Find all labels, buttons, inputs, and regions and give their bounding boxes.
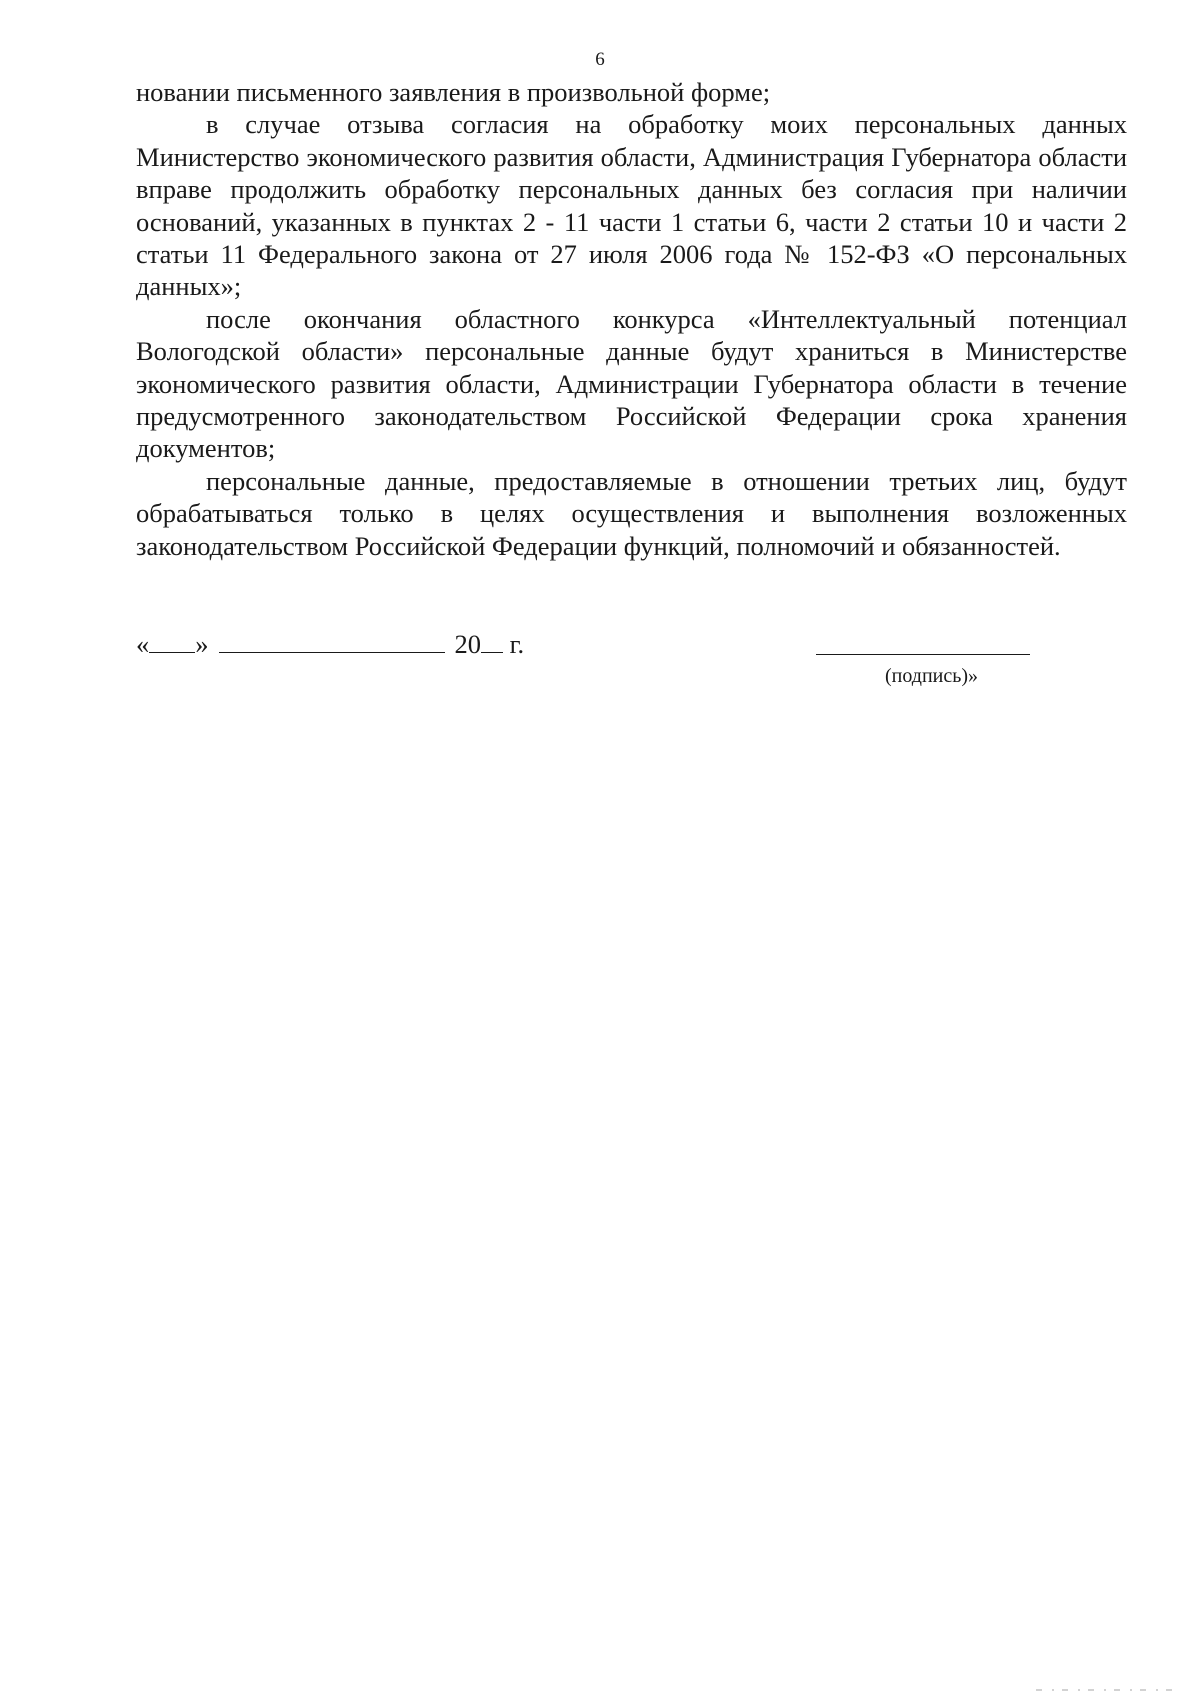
paragraph-data-storage: после окончания областного конкурса «Интеллектуальный потенциал Вологодской области» персональные данные будут храниться в Министерстве экономического развития области, Администрации Губернатора области в течение предусмотренного законодательством Российской Федерации срока хранения документов;: [136, 303, 1127, 464]
paragraph-continuation: новании письменного заявления в произвольной форме;: [136, 77, 771, 107]
date-quote-open: «: [136, 629, 150, 659]
paragraph-consent-withdrawal: в случае отзыва согласия на обработку моих персональных данных Министерство экономического развития области, Администрация Губернатора области вправе продолжить обработку персональных данных без согласия при наличии оснований, указанных в пунктах 2 - 11 части 1 статьи 6, части 2 статьи 10 и части 2 статьи 11 Федерального закона от 27 июля 2006 года № 152-ФЗ «О персональных данных»;: [136, 109, 1127, 302]
date-year-blank: [481, 628, 503, 653]
signature-caption: (подпись)»: [885, 665, 979, 687]
paragraph-third-parties: персональные данные, предоставляемые в отношении третьих лиц, будут обрабатываться только в целях осуществления и выполнения возложенных законодательством Российской Федерации функций, полномочий и обязанностей.: [136, 465, 1127, 561]
date-line: [136, 628, 524, 660]
date-month-blank: [219, 628, 445, 653]
date-year-suffix: г.: [509, 629, 525, 659]
scan-artifact: [1036, 1687, 1176, 1693]
date-day-blank: [149, 628, 195, 653]
document-body: [136, 76, 1127, 562]
signature-line: [816, 654, 1030, 655]
date-quote-close: »: [195, 629, 209, 659]
date-year-prefix: 20: [454, 629, 481, 659]
page-number: 6: [595, 49, 605, 70]
